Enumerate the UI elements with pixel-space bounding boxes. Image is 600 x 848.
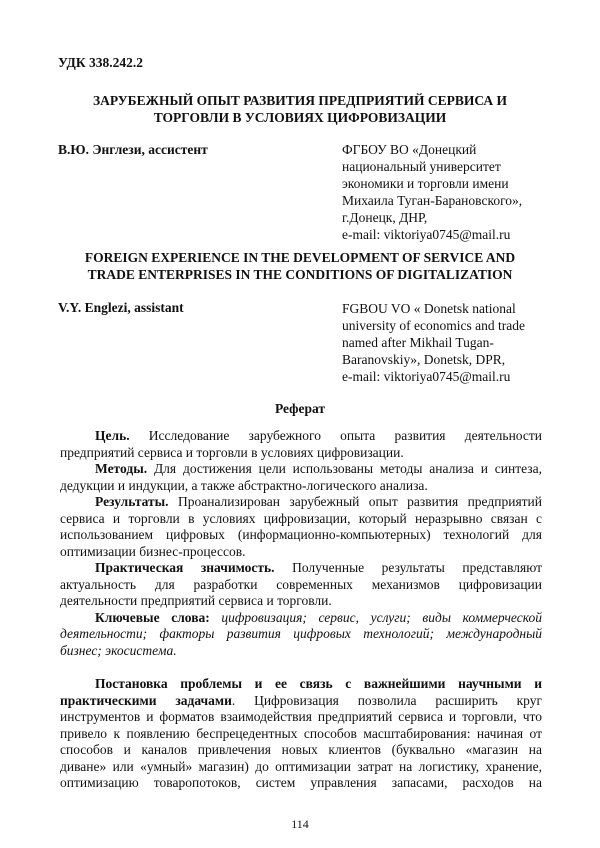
page-number: 114	[291, 817, 309, 831]
section-text-line: оптимизацию товаропотоков, систем управления запасами, расходов на	[60, 775, 542, 790]
section-text-line: диване» или «умный» магазин) до оптимизации затрат на логистику, хранение,	[60, 758, 542, 774]
significance-text: Полученные результаты представляют	[274, 560, 542, 575]
title-ru-line-2: ТОРГОВЛИ В УСЛОВИЯХ ЦИФРОВИЗАЦИИ	[153, 110, 447, 125]
affiliation-ru-line: Михаила Туган-Барановского»,	[342, 193, 523, 208]
goal-text-line: предприятий сервиса и торговли в условиях цифровизации.	[60, 444, 404, 460]
affiliation-en-line: named after Mikhail Tugan-	[342, 335, 494, 350]
author-en: V.Y. Englezi, assistant	[58, 300, 184, 315]
section-text: . Цифровизация позволила расширить круг	[231, 692, 542, 708]
affiliation-ru	[342, 141, 557, 243]
methods-text-line: дедукции и индукции, а также абстрактно-логического анализа.	[60, 477, 428, 493]
title-en-line-1: FOREIGN EXPERIENCE IN THE DEVELOPMENT OF SERVICE AND	[84, 250, 516, 265]
results-text: Проанализирован зарубежный опыт развития предприятий	[168, 494, 542, 509]
results-text-line: сервиса и торговли в условиях цифровизации, который неразрывно связан с	[60, 510, 542, 526]
section-text-line: способов и каналов привлечения новых клиентов (буквально «магазин на	[60, 742, 542, 757]
title-ru-line-1: ЗАРУБЕЖНЫЙ ОПЫТ РАЗВИТИЯ ПРЕДПРИЯТИЙ СЕРВИСА И	[92, 93, 508, 108]
section-text-line: привело к появлению беспрецедентных способов масштабирования: начиная от	[60, 725, 542, 741]
keywords-text-line: деятельности; факторы развития цифровых технологий; международный	[60, 626, 542, 641]
affiliation-ru-line: национальный университет	[342, 159, 501, 174]
goal-paragraph	[60, 428, 542, 445]
section-heading-line-1: Постановка проблемы и ее связь с важнейшими научными и	[95, 676, 542, 691]
affiliation-ru-email[interactable]: e-mail: viktoriya0745@mail.ru	[342, 227, 511, 242]
affiliation-en-line: university of economics and trade	[342, 318, 525, 333]
significance-label: Практическая значимость.	[95, 560, 275, 575]
affiliation-ru-line: экономики и торговли имени	[342, 176, 509, 191]
section-heading-line-2: практическими задачами	[60, 692, 232, 708]
affiliation-en-line: FGBOU VO « Donetsk national	[342, 301, 516, 316]
section-body	[60, 676, 542, 792]
abstract-heading: Реферат	[274, 401, 326, 416]
keywords-label: Ключевые слова:	[95, 609, 210, 625]
results-label: Результаты.	[95, 494, 169, 509]
results-paragraph	[60, 494, 542, 511]
section-text-line: инструментов и форматов взаимодействия предприятий сервиса и торговли, что	[60, 709, 542, 724]
affiliation-en	[342, 300, 557, 385]
title-en-line-2: TRADE ENTERPRISES IN THE CONDITIONS OF DIGITALIZATION	[87, 267, 513, 282]
keywords-text-line: бизнес; экосистема.	[60, 642, 177, 658]
keywords-paragraph	[60, 610, 542, 627]
significance-paragraph	[60, 560, 542, 577]
methods-text: Для достижения цели использованы методы анализа и синтеза,	[147, 461, 542, 476]
keywords-text: цифровизация; сервис, услуги; виды коммерческой	[209, 609, 542, 625]
goal-text: Исследование зарубежного опыта развития деятельности	[129, 428, 542, 443]
affiliation-en-line: Baranovskiy», Donetsk, DPR,	[342, 352, 506, 367]
significance-text-line: деятельности предприятий сервиса и торговли.	[60, 593, 332, 608]
udk-code: УДК 338.242.2	[58, 55, 143, 70]
section-heading-paragraph	[60, 693, 542, 710]
affiliation-ru-line: ФГБОУ ВО «Донецкий	[342, 142, 477, 157]
results-text-line: использованием цифровых (информационно-компьютерных) технологий для	[60, 527, 542, 542]
affiliation-ru-line: г.Донецк, ДНР,	[342, 210, 428, 225]
author-ru: В.Ю. Энглези, ассистент	[58, 142, 208, 157]
title-ru	[60, 92, 540, 126]
significance-text-line: актуальность для разработки современных механизмов цифровизации	[60, 576, 542, 592]
title-en	[60, 249, 540, 283]
methods-label: Методы.	[95, 461, 148, 476]
goal-label: Цель.	[95, 428, 130, 443]
abstract-body	[60, 428, 542, 659]
methods-paragraph	[60, 461, 542, 478]
affiliation-en-email[interactable]: e-mail: viktoriya0745@mail.ru	[342, 369, 511, 384]
results-text-line: оптимизации бизнес-процессов.	[60, 543, 246, 559]
